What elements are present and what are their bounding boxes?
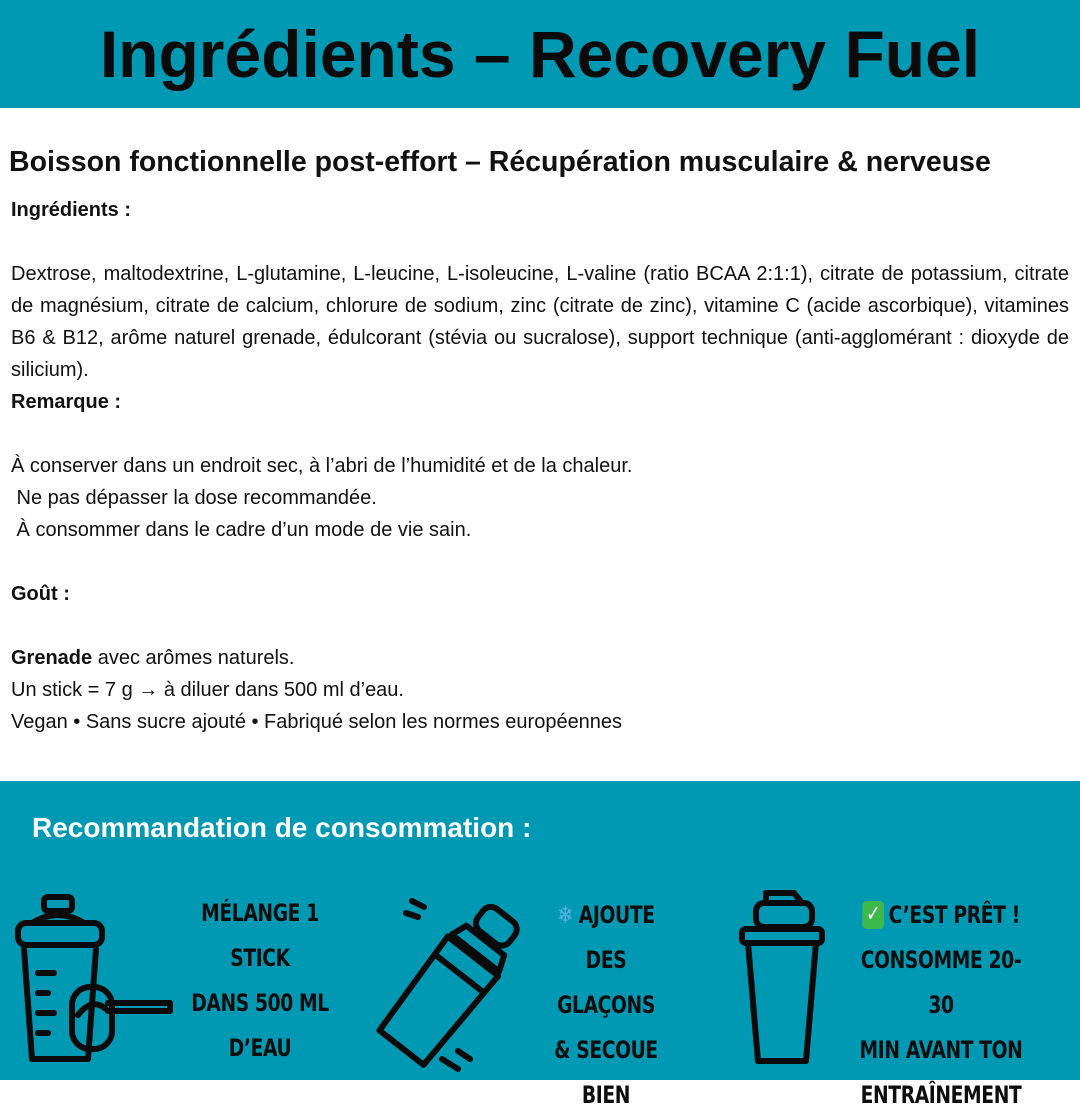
step-line: STICK <box>230 944 290 972</box>
step-line <box>859 893 1023 938</box>
step-line: ENTRAÎNEMENT <box>860 1081 1022 1109</box>
remarque-line: À conserver dans un endroit sec, à l’abri de l’humidité et de la chaleur. <box>11 455 633 477</box>
shaker-bottle-icon <box>736 889 826 1069</box>
remarque-label: Remarque : <box>11 391 122 413</box>
shaking-bottle-icon <box>362 893 532 1073</box>
recommendation-title: Recommandation de consommation : <box>32 812 532 843</box>
ingredients-label: Ingrédients : <box>11 199 132 221</box>
ingredients-text: Dextrose, maltodextrine, L-glutamine, L-leucine, L-isoleucine, L-valine (ratio BCAA 2:1:1), citrate de potassium, citrate de magnésium, citrate de calcium, chlorure de sodium, zinc (citrate de zinc), vitamine C (acide ascorbique), vitamines B6 & B12, arôme naturel grenade, édulcorant (stévia ou sucralose), support technique (anti-agglomérant : dioxyde de silicium). <box>11 263 1069 381</box>
step-2-text <box>536 893 676 1118</box>
page-title: Ingrédients – Recovery Fuel <box>99 17 981 91</box>
step-line: D’EAU <box>228 1034 292 1062</box>
step-line: & SECOUE <box>554 1036 658 1064</box>
step-line-text: AJOUTE <box>578 901 655 929</box>
stick-dosage: Un stick = 7 g → à diluer dans 500 ml d’eau. <box>11 679 404 701</box>
step-line: BIEN <box>581 1081 631 1109</box>
step-line <box>536 893 676 938</box>
gout-line <box>11 642 1069 674</box>
shaker-scoop-icon <box>8 893 178 1073</box>
gout-label: Goût : <box>11 583 70 605</box>
checkmark-icon: ✓ <box>862 901 884 929</box>
step-line-text: C’EST PRÊT ! <box>888 901 1020 929</box>
step-1-text <box>190 891 330 1071</box>
recommendation-panel <box>0 781 1080 1109</box>
flavor-name: Grenade <box>11 647 93 669</box>
snowflake-icon: ❄ <box>557 901 573 929</box>
step-line: DANS 500 ML <box>191 989 329 1017</box>
product-claims: Vegan • Sans sucre ajouté • Fabriqué selon les normes européennes <box>11 711 623 733</box>
step-3-text <box>859 893 1023 1118</box>
title-banner <box>0 0 1080 108</box>
product-subtitle: Boisson fonctionnelle post-effort – Récupération musculaire & nerveuse <box>9 146 991 178</box>
flavor-detail: avec arômes naturels. <box>92 647 295 669</box>
content-area <box>11 140 1069 738</box>
step-line: CONSOMME 20-30 <box>860 946 1022 1019</box>
step-line: DES GLAÇONS <box>557 946 655 1019</box>
step-line: MÉLANGE 1 <box>201 899 319 927</box>
remarque-line: Ne pas dépasser la dose recommandée. <box>11 487 377 509</box>
step-line: MIN AVANT TON <box>859 1036 1023 1064</box>
remarque-line: À consommer dans le cadre d’un mode de vie sain. <box>11 519 472 541</box>
